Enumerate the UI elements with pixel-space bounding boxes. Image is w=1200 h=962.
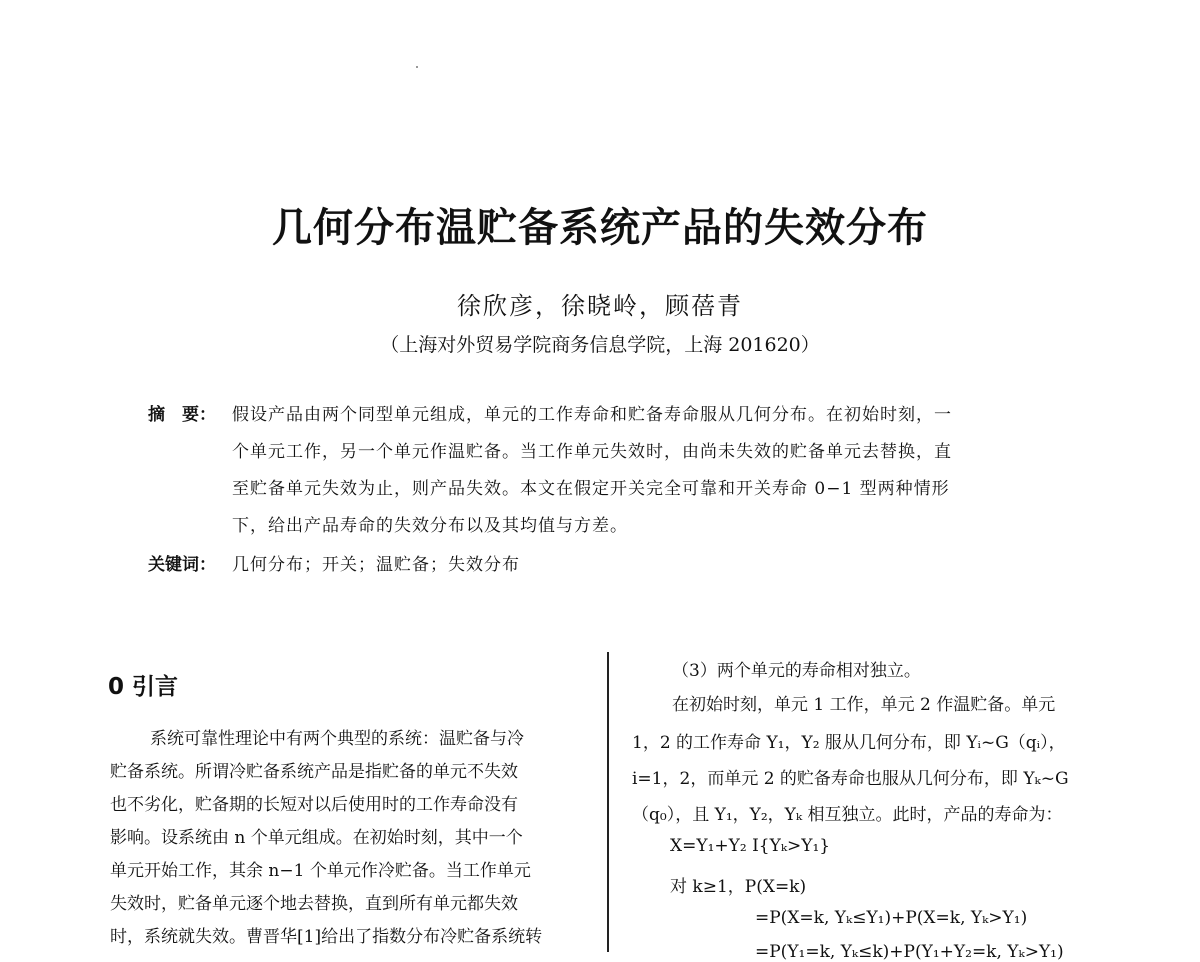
affiliation: （上海对外贸易学院商务信息学院，上海 201620） bbox=[380, 334, 820, 356]
abstract-line: 假设产品由两个同型单元组成，单元的工作寿命和贮备寿命服从几何分布。在初始时刻，一 bbox=[232, 405, 952, 425]
body-line: 也不劣化，贮备期的长短对以后使用时的工作寿命没有 bbox=[110, 795, 518, 815]
formula-line: =P(Y₁=k, Yₖ≤k)+P(Y₁+Y₂=k, Yₖ>Y₁) bbox=[755, 942, 1064, 962]
body-line: 贮备系统。所谓冷贮备系统产品是指贮备的单元不失效 bbox=[110, 762, 518, 782]
abstract-line: 个单元工作，另一个单元作温贮备。当工作单元失效时，由尚未失效的贮备单元去替换，直 bbox=[232, 442, 952, 462]
author-list: 徐欣彦，徐晓岭，顾蓓青 bbox=[457, 292, 743, 320]
body-line: 1，2 的工作寿命 Y₁，Y₂ 服从几何分布，即 Yᵢ~G（qᵢ）， bbox=[632, 733, 1066, 753]
column-divider bbox=[607, 652, 609, 952]
body-line: 系统可靠性理论中有两个典型的系统：温贮备与冷 bbox=[150, 729, 524, 749]
paper-title: 几何分布温贮备系统产品的失效分布 bbox=[272, 205, 928, 251]
body-line: i=1，2，而单元 2 的贮备寿命也服从几何分布，即 Yₖ~G bbox=[632, 769, 1069, 789]
scan-speck bbox=[416, 66, 418, 68]
body-line: （q₀），且 Y₁，Y₂，Yₖ 相互独立。此时，产品的寿命为： bbox=[632, 805, 1063, 825]
keywords-label: 关键词： bbox=[148, 555, 216, 575]
keywords: 几何分布；开关；温贮备；失效分布 bbox=[232, 555, 520, 575]
abstract-line: 下，给出产品寿命的失效分布以及其均值与方差。 bbox=[232, 516, 628, 536]
formula-line: =P(X=k, Yₖ≤Y₁)+P(X=k, Yₖ>Y₁) bbox=[755, 908, 1028, 928]
abstract-line: 至贮备单元失效为止，则产品失效。本文在假定开关完全可靠和开关寿命 0−1 型两种情形 bbox=[232, 479, 950, 499]
formula-line: 对 k≥1，P(X=k) bbox=[670, 877, 807, 897]
section-heading: 0 引言 bbox=[108, 674, 179, 700]
body-line: 失效时，贮备单元逐个地去替换，直到所有单元都失效 bbox=[110, 894, 518, 914]
body-line: （3）两个单元的寿命相对独立。 bbox=[672, 661, 921, 681]
formula-line: X=Y₁+Y₂ I{Yₖ>Y₁} bbox=[670, 836, 831, 856]
body-line: 影响。设系统由 n 个单元组成。在初始时刻，其中一个 bbox=[110, 828, 523, 848]
body-line: 时，系统就失效。曹晋华[1]给出了指数分布冷贮备系统转 bbox=[110, 927, 543, 947]
abstract-label: 摘 要： bbox=[148, 405, 216, 425]
body-line: 在初始时刻，单元 1 工作，单元 2 作温贮备。单元 bbox=[672, 695, 1056, 715]
body-line: 单元开始工作，其余 n−1 个单元作冷贮备。当工作单元 bbox=[110, 861, 531, 881]
